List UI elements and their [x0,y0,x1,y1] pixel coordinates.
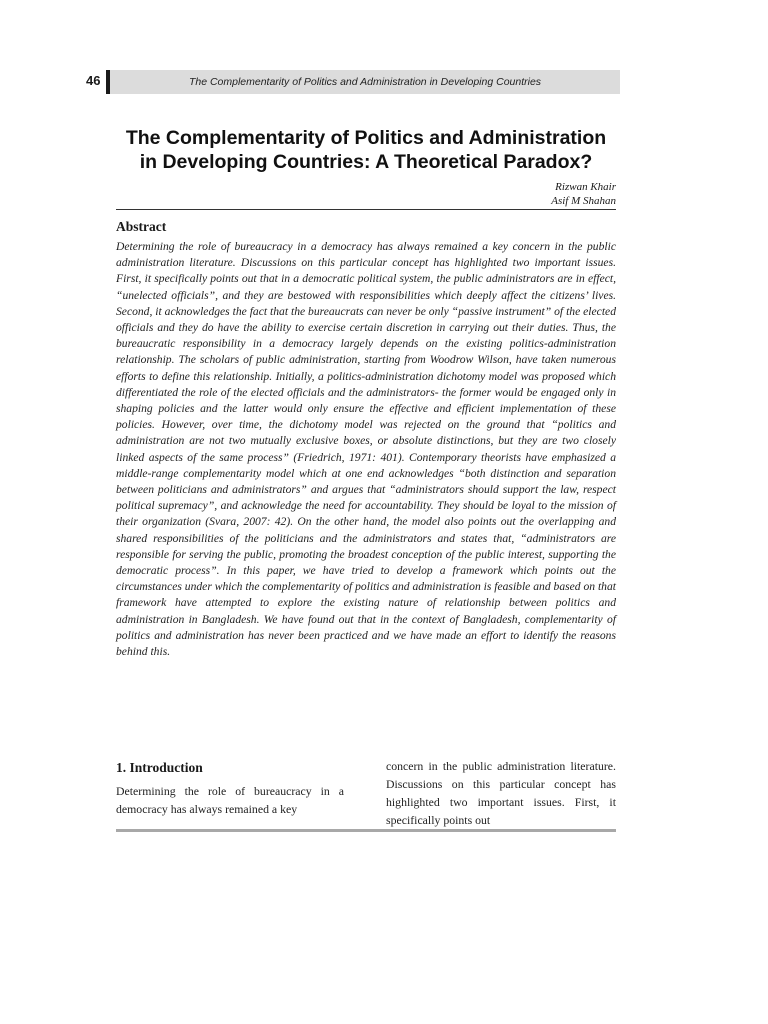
right-column [386,757,616,829]
intro-text-right: concern in the public administration literature. Discussions on this particular concept has highlighted two important issues. First, it specifically points out [386,759,616,827]
bottom-divider [116,829,616,832]
running-title: The Complementarity of Politics and Administration in Developing Countries [188,76,542,88]
author-list [551,180,616,208]
page-number: 46 [86,73,101,88]
left-column [116,760,344,818]
abstract-text: Determining the role of bureaucracy in a democracy has always remained a key concern in the public administration literature. Discussions on this particular concept has highlighted two important issues. First, it specifically points out that in a democratic political system, the public administrators are in effect, “unelected officials”, and they are bestowed with responsibilities which deeply affect the citizens’ lives. Second, it acknowledges the fact that the bureaucrats can never be only “passive instrument” of the elected officials and they do have the ability to exercise certain discretion in carrying out their duties. Thus, the bureaucratic responsibility in a democracy largely depends on the existing politics-administration relationship. The scholars of public administration, starting from Woodrow Wilson, have taken numerous efforts to define this relationship. Initially, a politics-administration dichotomy model was proposed which differentiated the role of the elected officials and the administrators- the former would be engaged only in shaping policies and the latter would only ensure the effective and efficient implementation of these policies. However, over time, the dichotomy model was rejected on the ground that “politics and administration are not two mutually exclusive boxes, or absolute distinctions, but they are two closely linked aspects of the same process” (Friedrich, 1971: 401). Contemporary theorists have emphasized a middle-range complementarity model which at one end acknowledges “both distinction and separation between politicians and administrators” and argues that “administrators should support the law, respect political supremacy”, and acknowledge the need for accountability. They should be loyal to the mission of their organization (Svara, 2007: 42). On the other hand, the model also points out the overlapping and shared responsibilities of the politicians and the administrators and states that, “administrators are responsible for serving the public, promoting the broadest conception of the public interest, supporting the democratic process”. In this paper, we have tried to develop a framework which points out the circumstances under which the complementarity of politics and administration is feasible and based on that framework have attempted to explore the existing nature of relationship between politics and administration in Bangladesh. We have found out that in the context of Bangladesh, complementarity of politics and administration has never been practiced and we have made an effort to identify the reasons behind this. [116,240,616,659]
running-header [106,70,620,94]
author-name: Asif M Shahan [551,195,616,207]
article-title: The Complementarity of Politics and Administration in Developing Countries: A Theoretical Paradox? [125,127,607,173]
intro-text-left: Determining the role of bureaucracy in a democracy has always remained a key [116,784,344,816]
author-name: Rizwan Khair [555,181,616,193]
abstract-heading: Abstract [116,219,167,234]
title-divider [116,209,616,210]
section-heading: 1. Introduction [116,760,203,775]
